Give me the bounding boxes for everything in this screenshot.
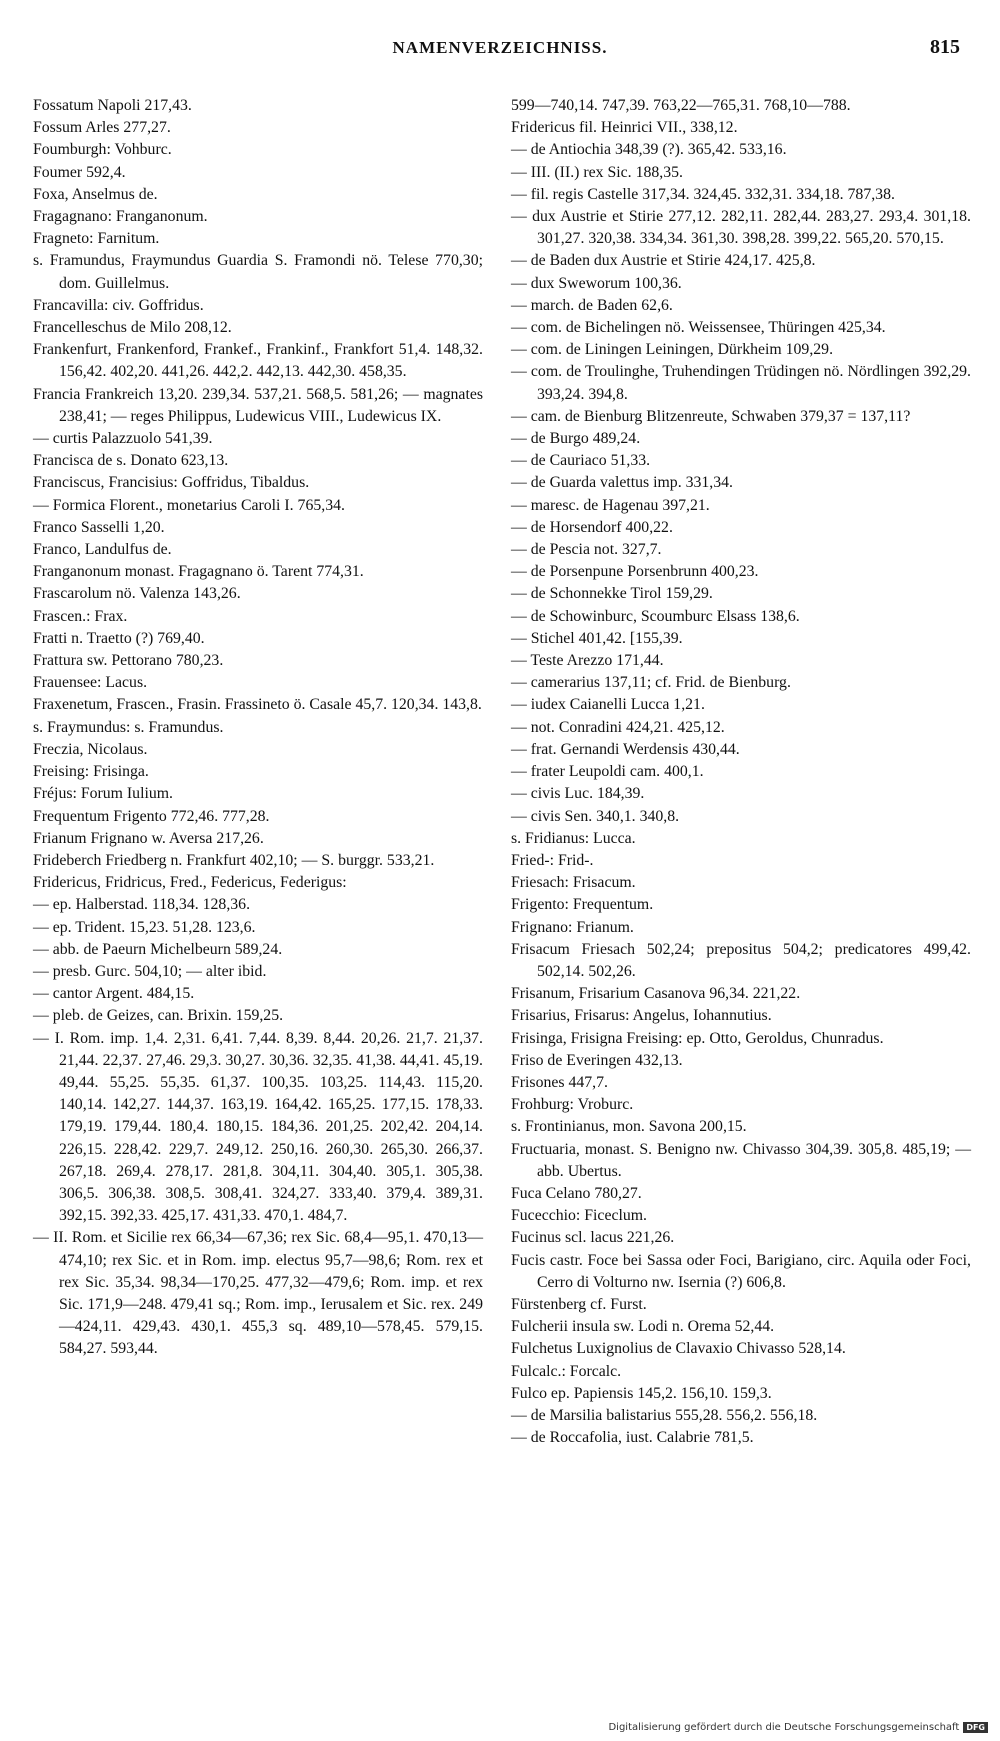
index-entry: Friso de Everingen 432,13. (511, 1051, 683, 1069)
index-entry: Foxa, Anselmus de. (33, 185, 158, 203)
index-entry: — com. de Bichelingen nö. Weissensee, Thüringen 425,34. (511, 319, 886, 337)
index-entry: Francia Frankreich 13,20. 239,34. 537,21. 568,5. 581,26; — magnates 238,41; — reges Philippus, Ludewicus VIII., Ludewicus IX. (33, 385, 483, 425)
index-entry: — com. de Liningen Leiningen, Dürkheim 109,29. (511, 341, 834, 359)
index-entry: Francisca de s. Donato 623,13. (33, 452, 229, 470)
index-entry: s. Framundus, Fraymundus Guardia S. Framondi nö. Telese 770,30; dom. Guillelmus. (33, 252, 483, 292)
index-entry: — not. Conradini 424,21. 425,12. (511, 718, 725, 736)
index-entry: Frisarius, Frisarus: Angelus, Iohannutius. (511, 1007, 772, 1025)
index-entry: — de Marsilia balistarius 555,28. 556,2. 556,18. (511, 1406, 818, 1424)
index-entry: — curtis Palazzuolo 541,39. (33, 430, 213, 448)
index-entry: — pleb. de Geizes, can. Brixin. 159,25. (33, 1007, 284, 1025)
index-entry: Fragneto: Farnitum. (33, 230, 160, 248)
index-entry: Frisanum, Frisarium Casanova 96,34. 221,22. (511, 985, 801, 1003)
index-entry: — presb. Gurc. 504,10; — alter ibid. (33, 962, 267, 980)
index-entry: Fridericus fil. Heinrici VII., 338,12. (511, 119, 738, 137)
index-entry: Franciscus, Francisius: Goffridus, Tibaldus. (33, 474, 310, 492)
index-entry: Fulcalc.: Forcalc. (511, 1362, 622, 1380)
index-entry: — de Porsenpune Porsenbrunn 400,23. (511, 563, 759, 581)
index-entry: Frequentum Frigento 772,46. 777,28. (33, 807, 270, 825)
index-entry: Foumer 592,4. (33, 163, 126, 181)
index-entry: s. Fraymundus: s. Framundus. (33, 718, 224, 736)
index-entry: Fucinus scl. lacus 221,26. (511, 1229, 675, 1247)
index-entry: — Stichel 401,42. [155,39. (511, 629, 683, 647)
index-entry: — maresc. de Hagenau 397,21. (511, 496, 710, 514)
index-entry: Fulchetus Luxignolius de Clavaxio Chivasso 528,14. (511, 1340, 846, 1358)
index-entry: — de Roccafolia, iust. Calabrie 781,5. (511, 1429, 754, 1447)
index-entry: Frisacum Friesach 502,24; prepositus 504,2; predicatores 499,42. 502,14. 502,26. (511, 940, 971, 980)
index-entry: Frattura sw. Pettorano 780,23. (33, 652, 224, 670)
index-entry: Fuca Celano 780,27. (511, 1184, 642, 1202)
footer (608, 1722, 988, 1733)
right-column (511, 95, 971, 1449)
index-entry: Frauensee: Lacus. (33, 674, 148, 692)
index-entry: — III. (II.) rex Sic. 188,35. (511, 163, 683, 181)
index-entry: Fridericus, Fridricus, Fred., Federicus, Federigus: (33, 874, 347, 892)
index-entry: — de Guarda valettus imp. 331,34. (511, 474, 733, 492)
index-entry: — ep. Trident. 15,23. 51,28. 123,6. (33, 918, 256, 936)
index-entry: Frisones 447,7. (511, 1073, 608, 1091)
index-entry: — cam. de Bienburg Blitzenreute, Schwaben 379,37 = 137,11? (511, 407, 911, 425)
index-entry: — civis Sen. 340,1. 340,8. (511, 807, 680, 825)
page-title: NAMENVERZEICHNISS. (392, 38, 608, 57)
index-entry: Foumburgh: Vohburc. (33, 141, 172, 159)
index-entry: — de Pescia not. 327,7. (511, 541, 662, 559)
index-entry: — de Horsendorf 400,22. (511, 518, 673, 536)
index-entry: Frideberch Friedberg n. Frankfurt 402,10; — S. burggr. 533,21. (33, 851, 435, 869)
index-entry: Fossatum Napoli 217,43. (33, 97, 192, 114)
index-entry: Fried-: Frid-. (511, 851, 594, 869)
index-entry: Fürstenberg cf. Furst. (511, 1295, 647, 1313)
index-entry: Frignano: Frianum. (511, 918, 634, 936)
index-entry: Frankenfurt, Frankenford, Frankef., Frankinf., Frankfort 51,4. 148,32. 156,42. 402,20. 441,26. 442,2. 442,13. 442,30. 458,35. (33, 341, 483, 381)
index-entry: — de Schonnekke Tirol 159,29. (511, 585, 713, 603)
index-entry: Fragagnano: Franganonum. (33, 208, 208, 226)
index-entry: — dux Sweworum 100,36. (511, 274, 682, 292)
index-entry: — march. de Baden 62,6. (511, 296, 673, 314)
index-entry: — II. Rom. et Sicilie rex 66,34—67,36; rex Sic. 68,4—95,1. 470,13—474,10; rex Sic. et in Rom. imp. electus 95,7—98,6; Rom. rex et rex Sic. 35,34. 98,34—170,25. 477,32—479,6; Rom. imp. et rex Sic. 171,9—248. 479,41 sq.; Rom. imp., Ierusalem et Sic. rex. 249—424,11. 429,43. 430,1. 455,3 sq. 489,10—578,45. 579,15. 584,27. 593,44. (33, 1229, 483, 1358)
index-entry: Francelleschus de Milo 208,12. (33, 319, 232, 337)
index-entry: — frat. Gernandi Werdensis 430,44. (511, 740, 740, 758)
index-entry: Fossum Arles 277,27. (33, 119, 171, 137)
index-entry: Friesach: Frisacum. (511, 874, 636, 892)
index-entry: Frianum Frignano w. Aversa 217,26. (33, 829, 264, 847)
index-entry: — ep. Halberstad. 118,34. 128,36. (33, 896, 251, 914)
index-entry: — cantor Argent. 484,15. (33, 985, 195, 1003)
index-entry: Fraxenetum, Frascen., Frasin. Frassineto ö. Casale 45,7. 120,34. 143,8. (33, 696, 482, 714)
index-entry: — Formica Florent., monetarius Caroli I. 765,34. (33, 496, 345, 514)
dfg-logo: DFG (963, 1722, 988, 1733)
index-entry: s. Frontinianus, mon. Savona 200,15. (511, 1118, 747, 1136)
index-entry: Fulco ep. Papiensis 145,2. 156,10. 159,3. (511, 1384, 772, 1402)
index-entry: Freczia, Nicolaus. (33, 740, 148, 758)
index-entry: Frascarolum nö. Valenza 143,26. (33, 585, 241, 603)
index-entry: — dux Austrie et Stirie 277,12. 282,11. 282,44. 283,27. 293,4. 301,18. 301,27. 320,38. 334,34. 361,30. 398,28. 399,22. 565,20. 570,15. (511, 208, 971, 248)
left-column (33, 95, 483, 1361)
index-entry: — de Cauriaco 51,33. (511, 452, 651, 470)
index-entry: Fulcherii insula sw. Lodi n. Orema 52,44. (511, 1318, 775, 1336)
footer-credit: Digitalisierung gefördert durch die Deutsche Forschungsgemeinschaft (608, 1722, 960, 1733)
index-entry: Franco Sasselli 1,20. (33, 518, 165, 536)
index-entry: Franco, Landulfus de. (33, 541, 172, 559)
index-entry: — Teste Arezzo 171,44. (511, 652, 664, 670)
index-entry: Fructuaria, monast. S. Benigno nw. Chivasso 304,39. 305,8. 485,19; — abb. Ubertus. (511, 1140, 971, 1180)
index-entry: Frohburg: Vroburc. (511, 1096, 634, 1114)
index-entry: — de Antiochia 348,39 (?). 365,42. 533,16. (511, 141, 787, 159)
index-entry: Frigento: Frequentum. (511, 896, 654, 914)
index-entry: Fucis castr. Foce bei Sassa oder Foci, Barigiano, circ. Aquila oder Foci, Cerro di Volturno nw. Isernia (?) 606,8. (511, 1251, 971, 1291)
index-entry: — de Schowinburc, Scoumburc Elsass 138,6. (511, 607, 800, 625)
index-entry: Fratti n. Traetto (?) 769,40. (33, 629, 205, 647)
index-entry: — fil. regis Castelle 317,34. 324,45. 332,31. 334,18. 787,38. (511, 185, 895, 203)
index-entry: — de Burgo 489,24. (511, 430, 641, 448)
index-entry: — frater Leupoldi cam. 400,1. (511, 763, 704, 781)
index-entry: — com. de Troulinghe, Truhendingen Trüdingen nö. Nördlingen 392,29. 393,24. 394,8. (511, 363, 971, 403)
index-entry: Frisinga, Frisigna Freising: ep. Otto, Geroldus, Chunradus. (511, 1029, 884, 1047)
index-entry: 599—740,14. 747,39. 763,22—765,31. 768,10—788. (511, 97, 851, 114)
index-entry: — abb. de Paeurn Michelbeurn 589,24. (33, 940, 283, 958)
index-entry: Fucecchio: Ficeclum. (511, 1207, 647, 1225)
index-entry: — de Baden dux Austrie et Stirie 424,17. 425,8. (511, 252, 816, 270)
index-entry: Fréjus: Forum Iulium. (33, 785, 173, 803)
index-entry: — camerarius 137,11; cf. Frid. de Bienburg. (511, 674, 791, 692)
index-entry: Franganonum monast. Fragagnano ö. Tarent 774,31. (33, 563, 364, 581)
index-entry: Frascen.: Frax. (33, 607, 128, 625)
index-entry: Francavilla: civ. Goffridus. (33, 296, 204, 314)
index-entry: s. Fridianus: Lucca. (511, 829, 636, 847)
index-entry: — civis Luc. 184,39. (511, 785, 645, 803)
page-number: 815 (930, 36, 960, 58)
index-entry: — I. Rom. imp. 1,4. 2,31. 6,41. 7,44. 8,39. 8,44. 20,26. 21,7. 21,37. 21,44. 22,37. 27,46. 29,3. 30,27. 30,36. 32,35. 41,38. 44,41. 45,19. 49,44. 55,25. 55,35. 61,37. 100,35. 103,25. 114,43. 115,20. 140,14. 142,27. 144,37. 163,19. 164,42. 165,25. 177,15. 178,33. 179,19. 179,44. 180,4. 180,15. 184,36. 201,25. 202,42. 204,14. 226,15. 228,42. 229,7. 249,12. 250,16. 260,30. 265,30. 266,37. 267,18. 269,4. 278,17. 281,8. 304,11. 304,40. 305,1. 305,38. 306,5. 306,38. 308,5. 308,41. 324,27. 333,40. 379,4. 389,31. 392,15. 392,33. 425,17. 431,33. 470,1. 484,7. (33, 1029, 483, 1225)
index-entry: — iudex Caianelli Lucca 1,21. (511, 696, 705, 714)
index-entry: Freising: Frisinga. (33, 763, 149, 781)
